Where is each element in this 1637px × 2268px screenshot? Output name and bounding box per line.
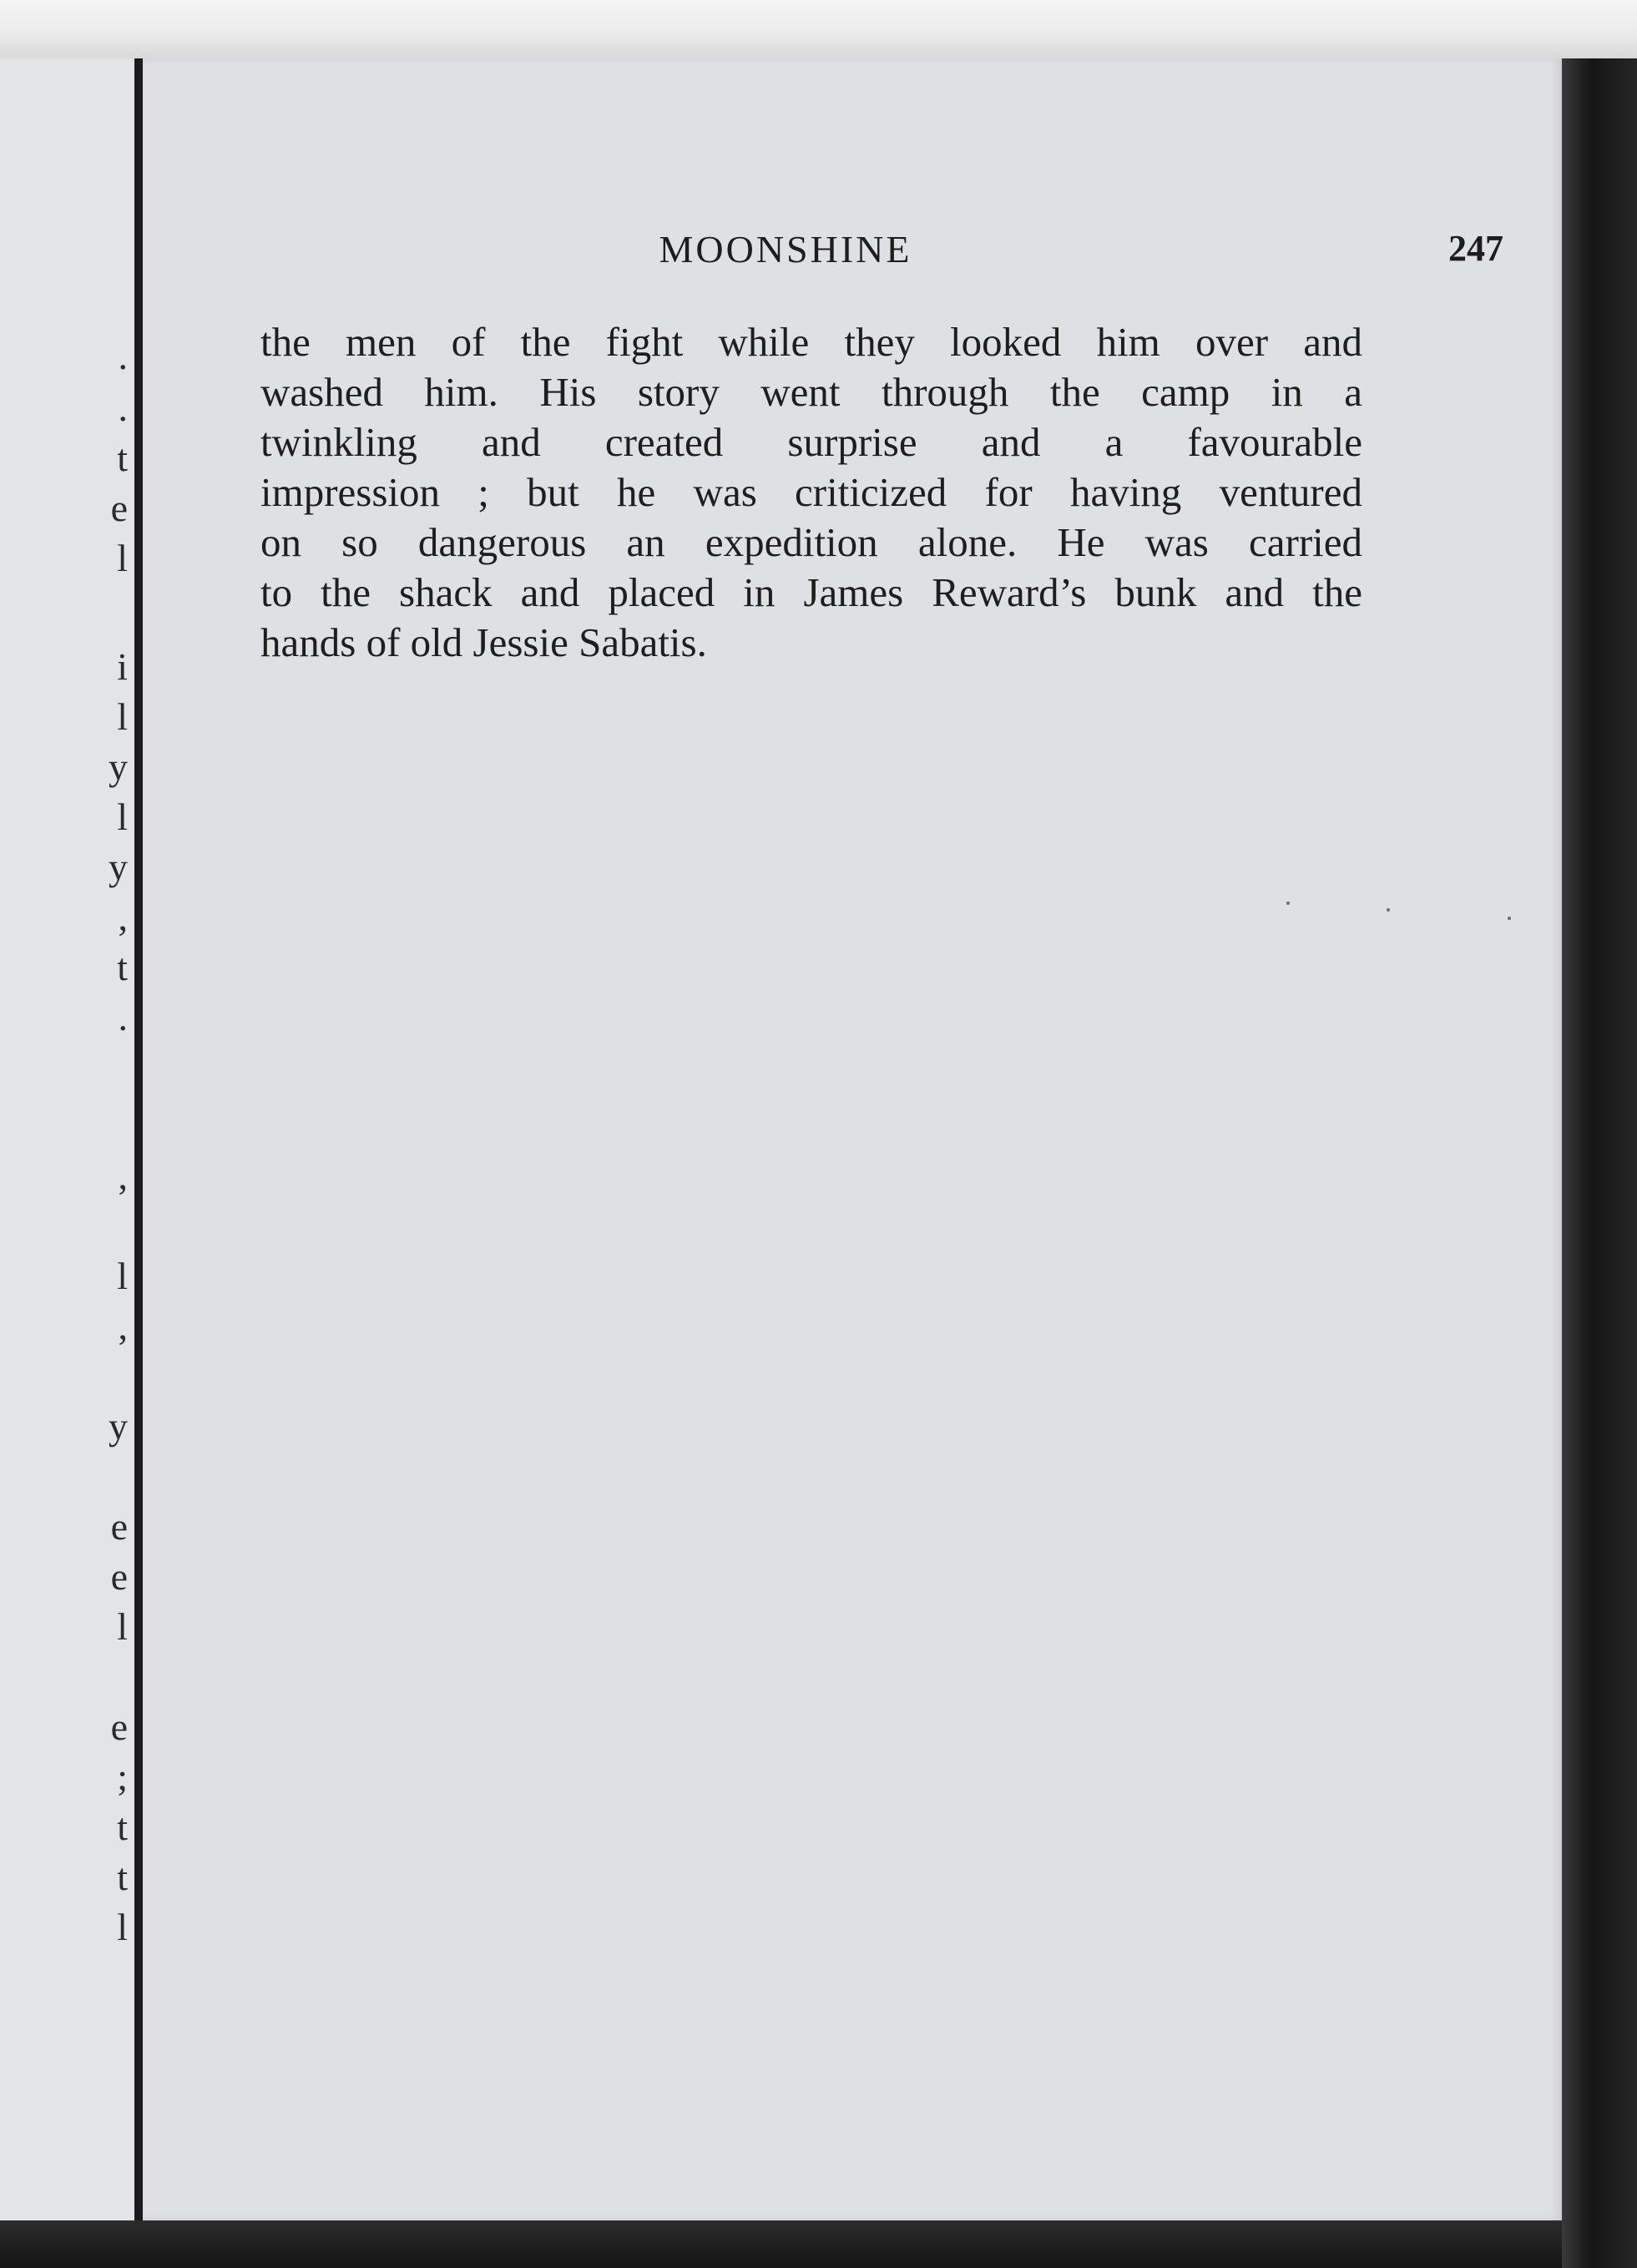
prev-page-glyph: e [110,1705,128,1748]
body-paragraph [260,317,1362,668]
running-head-title: MOONSHINE [659,228,912,270]
text-line: the men of the fight while they looked him over and [260,319,1362,365]
scan-speck [1508,917,1511,920]
scanner-right-edge [1562,58,1637,2268]
text-line: to the shack and placed in James Reward’s bunk and the [260,569,1362,615]
prev-page-glyph: l [117,1906,128,1948]
scanner-bottom-edge [0,2220,1562,2268]
text-line: hands of old Jessie Sabatis. [260,619,707,665]
prev-page-glyph: l [117,1605,128,1648]
page-number: 247 [1448,228,1503,269]
prev-page-glyph: l [117,537,128,579]
prev-page-glyph: l [117,1255,128,1297]
prev-page-glyph: t [117,437,128,479]
scan-top-margin [0,0,1637,58]
prev-page-glyph: t [117,946,128,988]
prev-page-glyph: , [118,896,128,938]
prev-page-glyph: ; [117,1755,128,1798]
scan-speck [1387,908,1390,912]
prev-page-glyph: , [118,1154,128,1197]
prev-page-glyph: t [117,1806,128,1848]
text-line: washed him. His story went through the camp in a [260,369,1362,415]
prev-page-glyph: . [118,386,128,429]
text-line: on so dangerous an expedition alone. He was carried [260,519,1362,565]
prev-page-glyph: y [109,745,128,788]
prev-page-glyph: , [118,1305,128,1347]
prev-page-glyph: l [117,695,128,738]
prev-page-glyph: e [110,1505,128,1548]
text-line: impression ; but he was criticized for having ventured [260,469,1362,515]
running-head [143,224,1562,282]
prev-page-glyph: i [117,645,128,688]
prev-page-glyph: . [118,996,128,1038]
scan-speck [1286,902,1290,905]
prev-page-glyph: y [109,1405,128,1447]
prev-page-glyph: t [117,1856,128,1898]
prev-page-glyph: . [118,335,128,377]
previous-page-edge [0,58,139,2220]
prev-page-glyph: e [110,1555,128,1598]
prev-page-glyph: l [117,796,128,838]
prev-page-glyph: e [110,487,128,529]
prev-page-glyph: y [109,846,128,888]
text-line: twinkling and created surprise and a favourable [260,419,1362,465]
